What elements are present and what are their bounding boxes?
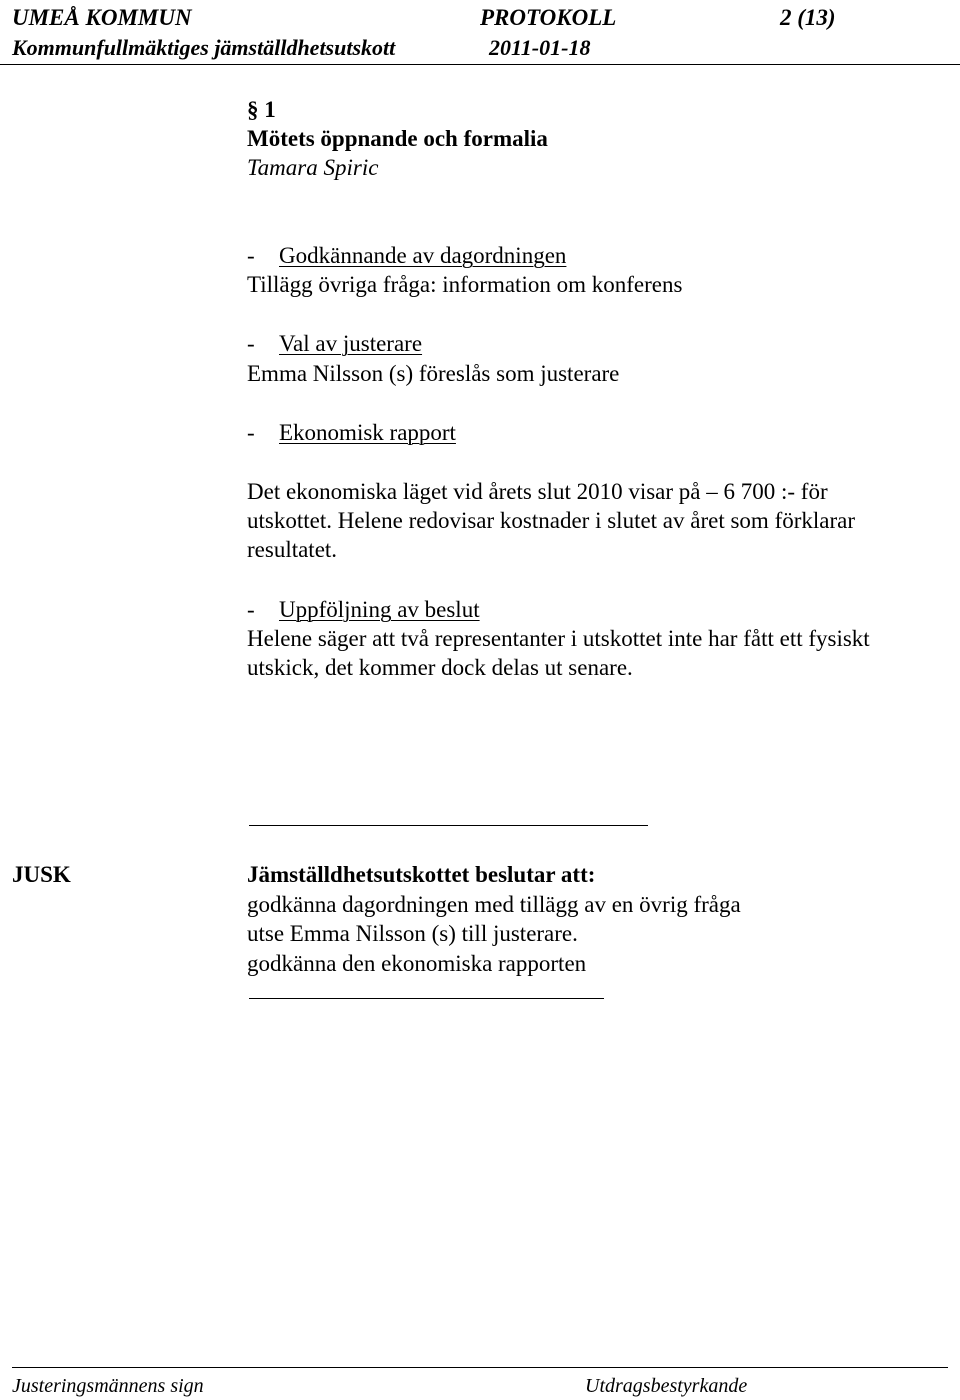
header-rule	[0, 64, 960, 65]
item-heading-follow-up: Uppföljning av beslut	[279, 597, 480, 622]
item-text: Emma Nilsson (s) föreslås som justerare	[247, 361, 620, 386]
decision-top-rule	[249, 825, 648, 826]
section-title: Mötets öppnande och formalia	[247, 126, 548, 151]
item-text: Tillägg övriga fråga: information om konferens	[247, 272, 683, 297]
section-number: § 1	[247, 97, 276, 122]
list-dash: -	[247, 597, 255, 622]
footer-signature-label: Justeringsmännens sign	[12, 1375, 204, 1397]
document-type: PROTOKOLL	[480, 5, 617, 30]
section-presenter: Tamara Spiric	[247, 155, 379, 180]
item-text: Helene säger att två representanter i utskottet inte har fått ett fysiskt	[247, 626, 870, 651]
item-heading-agenda: Godkännande av dagordningen	[279, 243, 567, 268]
list-dash: -	[247, 331, 255, 356]
decision-label: JUSK	[12, 862, 71, 887]
footer-rule	[12, 1367, 948, 1368]
item-heading-economic-report: Ekonomisk rapport	[279, 420, 456, 445]
decision-line: godkänna dagordningen med tillägg av en övrig fråga	[247, 892, 741, 917]
decision-line: godkänna den ekonomiska rapporten	[247, 951, 587, 976]
page-number: 2 (13)	[780, 5, 836, 30]
committee-name: Kommunfullmäktiges jämställdhetsutskott	[12, 35, 396, 60]
list-dash: -	[247, 420, 255, 445]
economic-paragraph-line: utskottet. Helene redovisar kostnader i slutet av året som förklarar	[247, 508, 856, 533]
meeting-date: 2011-01-18	[489, 35, 591, 60]
item-text: utskick, det kommer dock delas ut senare.	[247, 655, 633, 680]
footer-certification-label: Utdragsbestyrkande	[585, 1375, 748, 1397]
list-dash: -	[247, 243, 255, 268]
municipality-name: UMEÅ KOMMUN	[12, 5, 192, 30]
item-heading-adjuster: Val av justerare	[279, 331, 423, 356]
economic-paragraph-line: Det ekonomiska läget vid årets slut 2010 visar på – 6 700 :- för	[247, 479, 828, 504]
decision-heading: Jämställdhetsutskottet beslutar att:	[247, 862, 596, 887]
economic-paragraph-line: resultatet.	[247, 537, 338, 562]
decision-line: utse Emma Nilsson (s) till justerare.	[247, 921, 578, 946]
decision-bottom-rule	[249, 998, 604, 999]
